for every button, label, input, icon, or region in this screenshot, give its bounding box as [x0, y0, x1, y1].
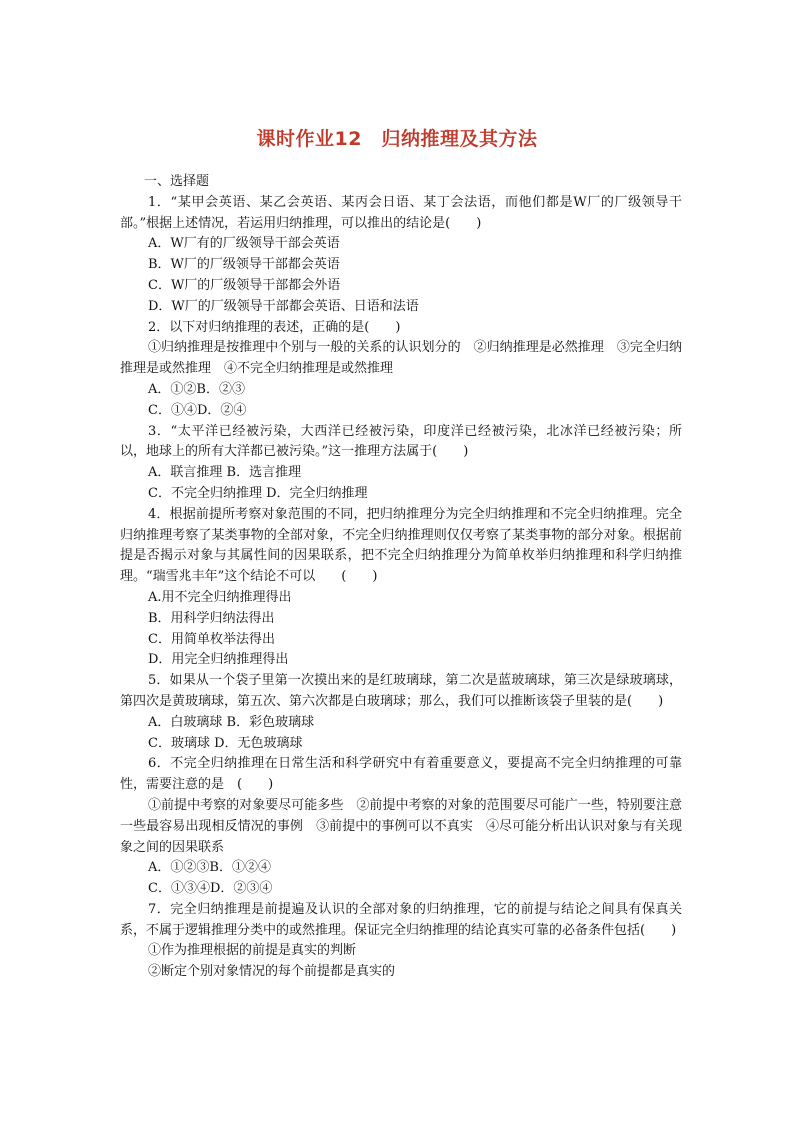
- answer-option: C．不完全归纳推理 D．完全归纳推理: [148, 485, 368, 501]
- answer-option: D．用完全归纳推理得出: [148, 652, 289, 668]
- question-text: 3．“太平洋已经被污染，大西洋已经被污染，印度洋已经被污染，北冰洋已经被污染；所以，地球上的所有大洋都已被污染。”这一推理方法属于( ): [120, 423, 682, 460]
- answer-option: D．W厂的厂级领导干部都会英语、日语和法语: [148, 298, 419, 314]
- answer-option: A．W厂有的厂级领导干部会英语: [148, 236, 340, 252]
- answer-option: C．①④D．②④: [148, 402, 247, 418]
- answer-option: A．①②③B．①②④: [148, 860, 271, 876]
- question-text: ①作为推理根据的前提是真实的判断: [148, 943, 357, 959]
- answer-option: A.用不完全归纳推理得出: [148, 589, 292, 605]
- question-text: ②断定个别对象情况的每个前提都是真实的: [148, 964, 396, 980]
- answer-option: A．联言推理 B．选言推理: [148, 465, 302, 481]
- question-text: 1．“某甲会英语、某乙会英语、某丙会日语、某丁会法语，而他们都是W厂的厂级领导干部。”根据上述情况，若运用归纳推理，可以推出的结论是( ): [120, 194, 682, 231]
- answer-option: B．用科学归纳法得出: [148, 610, 275, 626]
- question-text: ①前提中考察的对象要尽可能多些 ②前提中考察的对象的范围要尽可能广一些，特别要注意一些最容易出现相反情况的事例 ③前提中的事例可以不真实 ④尽可能分析出认识对象与有关现象之间的因果联系: [120, 797, 682, 855]
- question-text: 6．不完全归纳推理在日常生活和科学研究中有着重要意义，要提高不完全归纳推理的可靠性，需要注意的是 ( ): [120, 756, 682, 793]
- answer-option: C．用简单枚举法得出: [148, 631, 275, 647]
- answer-option: A．①②B．②③: [148, 381, 245, 397]
- question-text: 4．根据前提所考察对象范围的不同，把归纳推理分为完全归纳推理和不完全归纳推理。完全归纳推理考察了某类事物的全部对象，不完全归纳推理则仅仅考察了某类事物的部分对象。根据前提是否揭示对象与其属性间的因果联系，把不完全归纳推理分为简单枚举归纳推理和科学归纳推理。“瑞雪兆丰年”这个结论不可以 ( ): [120, 506, 682, 585]
- section-heading: 一、选择题: [144, 174, 210, 189]
- question-text: 7．完全归纳推理是前提遍及认识的全部对象的归纳推理，它的前提与结论之间具有保真关系，不属于逻辑推理分类中的或然推理。保证完全归纳推理的结论真实可靠的必备条件包括( ): [120, 901, 682, 938]
- exercise-body: [120, 172, 682, 983]
- answer-option: C．①③④D．②③④: [148, 881, 273, 897]
- question-text: 2．以下对归纳推理的表述，正确的是( ): [148, 319, 401, 335]
- question-text: 5．如果从一个袋子里第一次摸出来的是红玻璃球，第二次是蓝玻璃球，第三次是绿玻璃球，第四次是黄玻璃球，第五次、第六次都是白玻璃球；那么，我们可以推断该袋子里装的是( ): [120, 673, 682, 709]
- answer-option: C．玻璃球 D．无色玻璃球: [148, 735, 303, 751]
- page-title: 课时作业12 归纳推理及其方法: [256, 128, 538, 150]
- answer-option: C．W厂的厂级领导干部都会外语: [148, 277, 341, 293]
- answer-option: B．W厂的厂级领导干部都会英语: [148, 257, 340, 273]
- answer-option: A．白玻璃球 B．彩色玻璃球: [148, 714, 315, 730]
- question-text: ①归纳推理是按推理中个别与一般的关系的认识划分的 ②归纳推理是必然推理 ③完全归纳推理是或然推理 ④不完全归纳推理是或然推理: [120, 340, 682, 377]
